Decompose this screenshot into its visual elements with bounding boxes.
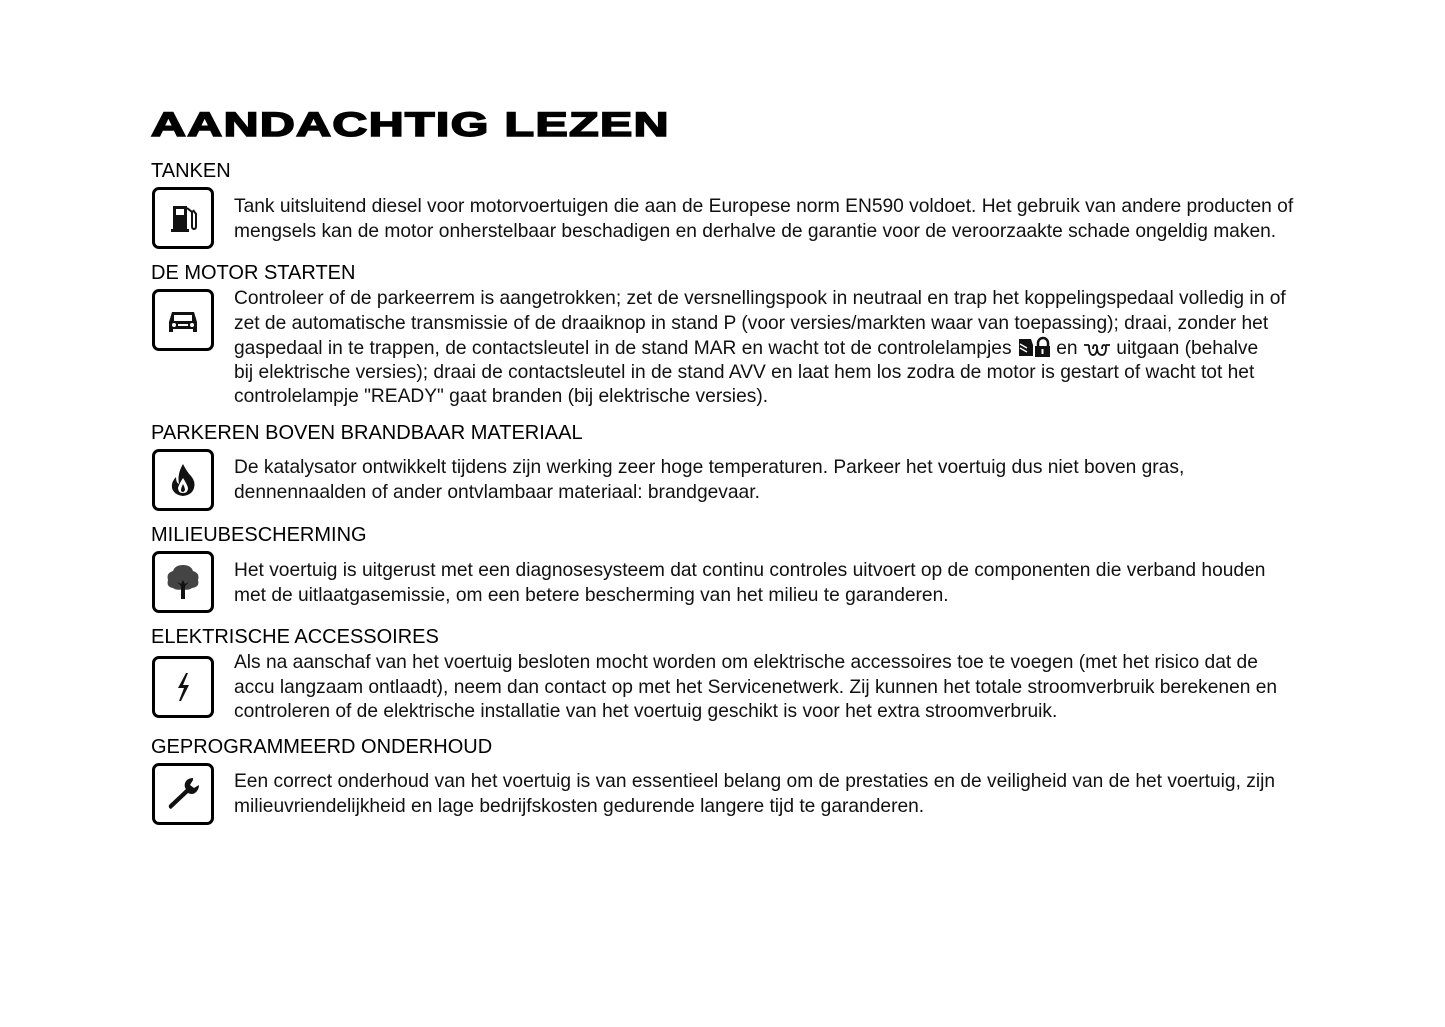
- section-text-motor-starten: [234, 287, 1286, 410]
- text-line: accu langzaam ontlaadt), neem dan contact op met het Servicenetwerk. Zij kunnen het totale stroomverbruik berekenen en: [234, 676, 1278, 698]
- text-line: Het voertuig is uitgerust met een diagnosesysteem dat continu controles uitvoert op de componenten die verband houden: [234, 560, 1266, 581]
- text-line: Tank uitsluitend diesel voor motorvoertuigen die aan de Europese norm EN590 voldoet. Het gebruik van andere producten of: [234, 196, 1294, 217]
- text-line: met de uitlaatgasemissie, om een betere bescherming van het milieu te garanderen.: [234, 584, 949, 606]
- section-text-milieubescherming: [234, 559, 1265, 608]
- page-title: AANDACHTIG LEZEN: [151, 106, 670, 144]
- wrench-icon: [152, 763, 214, 825]
- text-line: bij elektrische versies); draai de contactsleutel in de stand AVV en laat hem los zodra de motor is gestart of wacht tot het: [234, 361, 1255, 383]
- fuel-pump-icon: [152, 187, 214, 249]
- text-line: dennennaalden of ander ontvlambaar materiaal: brandgevaar.: [234, 481, 760, 503]
- car-icon: [152, 289, 214, 351]
- section-heading-motor-starten: DE MOTOR STARTEN: [151, 262, 356, 284]
- text-line: Als na aanschaf van het voertuig besloten mocht worden om elektrische accessoires toe te voegen (met het risico dat de: [234, 652, 1258, 673]
- text-segment: en: [1056, 338, 1078, 359]
- section-text-parkeren: [234, 456, 1184, 505]
- fire-icon: [152, 449, 214, 511]
- text-line: De katalysator ontwikkelt tijdens zijn werking zeer hoge temperaturen. Parkeer het voertuig dus niet boven gras,: [234, 457, 1185, 478]
- tree-icon: [152, 551, 214, 613]
- text-line: Controleer of de parkeerrem is aangetrokken; zet de versnellingspook in neutraal en trap het koppelingspedaal volledig in of: [234, 288, 1286, 309]
- text-line: milieuvriendelijkheid en lage bedrijfskosten gedurende langere tijd te garanderen.: [234, 795, 925, 817]
- section-text-geprogrammeerd-onderhoud: [234, 770, 1275, 819]
- lightning-icon: [152, 656, 214, 718]
- section-heading-milieubescherming: MILIEUBESCHERMING: [151, 524, 367, 546]
- text-segment: uitgaan (behalve: [1116, 338, 1259, 359]
- section-heading-tanken: TANKEN: [151, 160, 231, 182]
- text-line: controlelampje "READY" gaat branden (bij elektrische versies).: [234, 386, 769, 407]
- text-line: controleren of de elektrische installatie van het voertuig geschikt is voor het extra stroomverbruik.: [234, 701, 1058, 722]
- section-text-tanken: [234, 195, 1293, 244]
- text-line: mengsels kan de motor onherstelbaar beschadigen en derhalve de garantie voor de veroorzaakte schade ongeldig maken.: [234, 220, 1277, 242]
- section-heading-geprogrammeerd-onderhoud: GEPROGRAMMEERD ONDERHOUD: [151, 736, 493, 758]
- section-heading-parkeren: PARKEREN BOVEN BRANDBAAR MATERIAAL: [151, 422, 583, 444]
- text-line: [234, 336, 1286, 361]
- section-text-elektrische-accessoires: [234, 651, 1277, 725]
- text-line: Een correct onderhoud van het voertuig is van essentieel belang om de prestaties en de veiligheid van de het voertuig, zijn: [234, 771, 1276, 792]
- text-line: zet de automatische transmissie of de draaiknop in stand P (voor versies/markten waar van toepassing); draai, zonder het: [234, 312, 1269, 334]
- section-heading-elektrische-accessoires: ELEKTRISCHE ACCESSOIRES: [151, 626, 439, 648]
- text-segment: gaspedaal in te trappen, de contactsleutel in de stand MAR en wacht tot de controlelampjes: [234, 338, 1012, 359]
